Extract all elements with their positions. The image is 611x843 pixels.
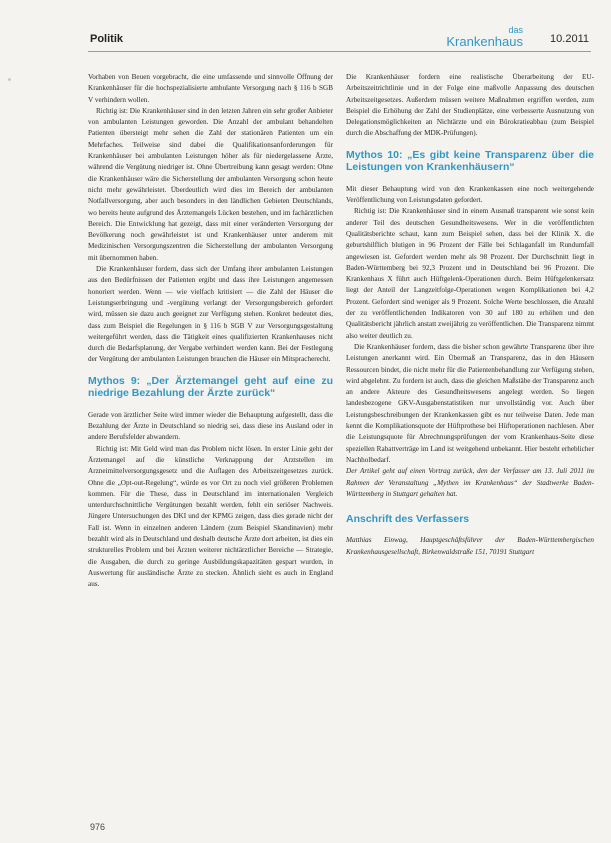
- right-column: [346, 72, 594, 558]
- mythos-10-heading: Mythos 10: „Es gibt keine Transparenz über die Leistungen von Krankenhäusern“: [346, 148, 594, 174]
- magazine-logo-prefix: das: [508, 25, 523, 35]
- paragraph: Richtig ist: Mit Geld wird man das Problem nicht lösen. In erster Linie geht der Ärztemangel auf die künstliche Verknappung der Arztstellen im Arzneimittelversorgungsgesetz und die Auflagen des Arbeitszeitgesetzes zurück. Ohne die „Opt-out-Regelung“, würde es vor Ort zu noch viel größeren Problemen kommen. Für die These, dass in Deutschland im internationalen Vergleich unterdurchschnittliche Vergütungen bezahlt werden, fehlt ein seriöser Nachweis. Jüngere Untersuchungen des DKI und der KPMG zeigen, dass dies gerade nicht der Fall ist. Wenn in einzelnen anderen Ländern (zum Beispiel Skandinavien) mehr bezahlt wird als in Deutschland und deshalb deutsche Ärzte dort arbeiten, ist dies ein strukturelles Problem und bei Ärzten weiterer nichtärztlicher Bereiche — Strategie, die Ausgaben, die durch zu geringe Ausbildungskapazitäten gespart wurden, in Auswertung für ausländische Ärzte zu stecken. Ähnlich sieht es auch in England aus.: [88, 444, 333, 589]
- paragraph: Richtig ist: Die Krankenhäuser sind in den letzten Jahren ein sehr großer Anbieter von ambulanten Leistungen geworden. Die Anzahl der ambulant behandelten Patienten übersteigt mehr sehen die Zahl der stationären Patienten um ein Mehrfaches. Teilweise sind dabei die Qualifikationsanforderungen für Krankenhäuser bei ambulanten Leistungen höher als für niedergelassene Ärzte, während die Vergütung niedriger ist. Ohne Übertreibung kann gesagt werden: Ohne die Krankenhäuser wäre die Sicherstellung der ambulanten Versorgung schon heute nicht mehr gewährleistet. Überdeutlich wird dies im Bereich der ambulanten Notfallversorgung, aber auch besonders in den ländlichen Gebieten Deutschlands, wo bereits heute aufgrund des Ärztemangels Lücken bestehen, und im fachärztlichen Bereich. Die Entwicklung hat gezeigt, dass mit einer veränderten Versorgung der Bevölkerung noch gewährleistet ist und Krankenhäuser unter anderem mit Medizinischen Versorgungszentren die Sicherstellung der ambulanten Versorgung mit übernommen haben.: [88, 106, 333, 262]
- paragraph: Die Krankenhäuser fordern eine realistische Überarbeitung der EU-Arbeitszeitrichtlinie und in der Folge eine maßvolle Anpassung des deutschen Arbeitszeitgesetzes. Außerdem müssen weitere Maßnahmen ergriffen werden, zum Beispiel die Erhöhung der Zahl der Studienplätze, eine verbesserte Ausnutzung von Delegationsmöglichkeiten an Nichtärzte und ein Bürokratieabbau (zum Beispiel durch die Abschaffung der MDK-Prüfungen).: [346, 73, 594, 138]
- paragraph: Vorhaben von Beuen vorgebracht, die eine umfassende und sinnvolle Öffnung der Krankenhäuser für die hochspezialisierte ambulante Versorgung nach § 116 b SGB V verhindern wollen.: [88, 73, 333, 104]
- mythos-9-heading: Mythos 9: „Der Ärztemangel geht auf eine zu niedrige Bezahlung der Ärzte zurück“: [88, 374, 333, 400]
- paragraph: Richtig ist: Die Krankenhäuser sind in einem Ausmaß transparent wie sonst kein anderer Teil des deutschen Gesundheitswesens. Wer in die veröffentlichten Qualitätsberichte schaut, kann zum Beispiel sehen, dass bei der Klinik X. die geburtshilflich blutigen in 96 Prozent der Fälle bei Schlaganfall im Rundumfall angewiesen ist. Gefordert werden mehr als 98 Prozent. Der Durchschnitt liegt in Baden-Württemberg bei 92,3 Prozent und in Deutschland bei 96 Prozent. Die Krankenhaus X führt auch Hüftgelenk-Operationen durch. Beim Hüftgelenkersatz liegt der Anteil der Langzeitfolge-Operationen wegen Komplikationen bei 4,2 Prozent. Gefordert sind weniger als 9 Prozent. Solche Werte beschlossen, die Anzahl der zu veröffentlichenden Indikatoren von 30 auf 180 zu erhöhen und den Qualitätsbericht jährlich anstatt zweijährig zu veröffentlichen. Die Transparenz nimmt also weiter deutlich zu.: [346, 207, 594, 340]
- binding-mark: [8, 78, 11, 81]
- magazine-logo-title: Krankenhaus: [446, 34, 523, 49]
- article-note: Der Artikel geht auf einen Vortrag zurück, den der Verfasser am 13. Juli 2011 im Rahmen der Veranstaltung „Mythen im Krankenhaus“ der Stadtwerke Baden-Württemberg in Stuttgart gehalten hat.: [346, 467, 594, 498]
- section-label: Politik: [90, 33, 124, 45]
- page-number: 976: [90, 822, 106, 832]
- paragraph: Mit dieser Behauptung wird von den Krankenkassen eine noch weitergehende Veröffentlichung von Leistungsdaten gefordert.: [346, 184, 594, 205]
- author-address: Matthias Einwag, Hauptgeschäftsführer der Baden-Württembergischen Krankenhausgesellschaft, Birkenwaldstraße 151, 70191 Stuttgart: [346, 536, 594, 556]
- left-column: [88, 72, 333, 590]
- paragraph: Die Krankenhäuser fordern, dass die bisher schon gewährte Transparenz über ihre Leistungen anerkannt wird. Ein Übermaß an Transparenz, das in den Häusern Ressourcen bindet, die nicht mehr für die Patientenbehandlung zur Verfügung stehen, wird abgelehnt. Zu fordern ist auch, dass die gleichen Maßstäbe der Transparenz auch an andere Akteure des Gesundheitswesens angelegt werden. So liegen landesbezogene GKV-Ausgabenstatistiken nur unvollständig vor. Auch über Leistungsbeschreibungen der Krankenkassen gibt es nur teilweise Daten. Jede man kennt die Komplikationsquote der Hüftprothese bei Hüftoperationen nachlesen. Aber die Leistungsquote für Abrechnungsprüfungen der vom Krankenhaus-Seite diese speziellen Rabattverträge im Land ist weitgehend unbekannt. Hier besteht erheblicher Nachholbedarf.: [346, 342, 594, 464]
- issue-number: 10.2011: [550, 33, 589, 45]
- header-divider: [88, 51, 591, 52]
- author-address-heading: Anschrift des Verfassers: [346, 513, 470, 526]
- paragraph: Die Krankenhäuser fordern, dass sich der Umfang ihrer ambulanten Leistungen aus den Bedürfnissen der Patienten ergibt und dass ihre Leistungen angemessen honoriert werden. Wenn — wie vielfach kritisiert — die Zahl der Häuser die Leistungserbringung und -vergütung verlangt der Versorgungsbereich gefordert wird, müssen sie dazu auch geeignet zur Verfügung stehen. Konkret bedeutet dies, dass zum Beispiel die Regelungen in § 116 b SGB V zur Versorgungsgestaltung weitergeführt werden, dass die Tätigkeit eines qualifizierten Krankenhauses nicht durch die Bedarfsplanung, der Vergabe verhindert werden kann. Bei der Festlegung der Vergütung der ambulanten Leistungen brauchen die Häuser ein Mitspracherecht.: [88, 265, 333, 364]
- magazine-logo: [446, 26, 523, 48]
- paragraph: Gerade von ärztlicher Seite wird immer wieder die Behauptung aufgestellt, dass die Bezahlung der Ärzte in Deutschland so niedrig sei, dass diese ins Ausland oder in andere Berufsfelder abwandern.: [88, 410, 333, 442]
